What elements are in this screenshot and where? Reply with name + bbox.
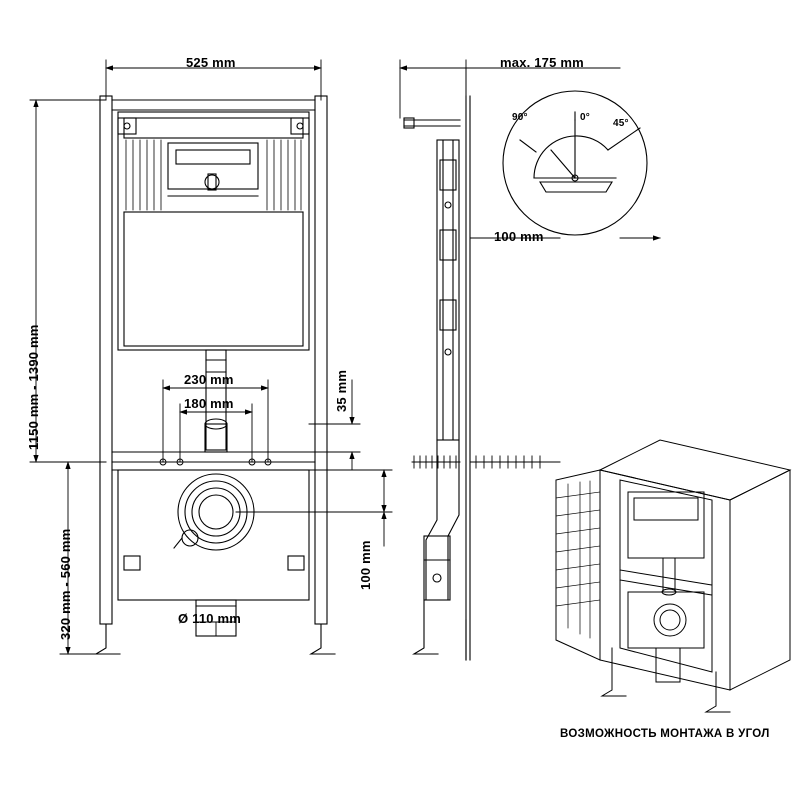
dimension-depth-100: 100 mm (494, 229, 544, 244)
dimension-floor-range: 320 mm - 560 mm (58, 528, 73, 640)
corner-installation-caption: ВОЗМОЖНОСТЬ МОНТАЖА В УГОЛ (560, 728, 770, 740)
side-view-group (404, 96, 560, 660)
dimension-height-range: 1150 mm - 1390 mm (26, 324, 41, 450)
front-view-dimensions (30, 60, 392, 654)
dimension-depth-max: max. 175 mm (500, 55, 584, 70)
side-view-dimensions (400, 60, 660, 238)
dimension-bolt-spacing-inner: 180 mm (184, 396, 234, 411)
dimension-offset-35: 35 mm (334, 369, 349, 412)
angle-label-90: 90° (512, 112, 528, 123)
dimension-offset-100-front: 100 mm (358, 540, 373, 590)
dimension-bolt-spacing-outer: 230 mm (184, 372, 234, 387)
angle-label-0: 0° (580, 112, 590, 123)
angle-label-45: 45° (613, 118, 629, 129)
dimension-outlet-diameter: Ø 110 mm (178, 611, 242, 626)
dimension-width-top: 525 mm (186, 55, 236, 70)
iso-view-group (556, 440, 790, 712)
